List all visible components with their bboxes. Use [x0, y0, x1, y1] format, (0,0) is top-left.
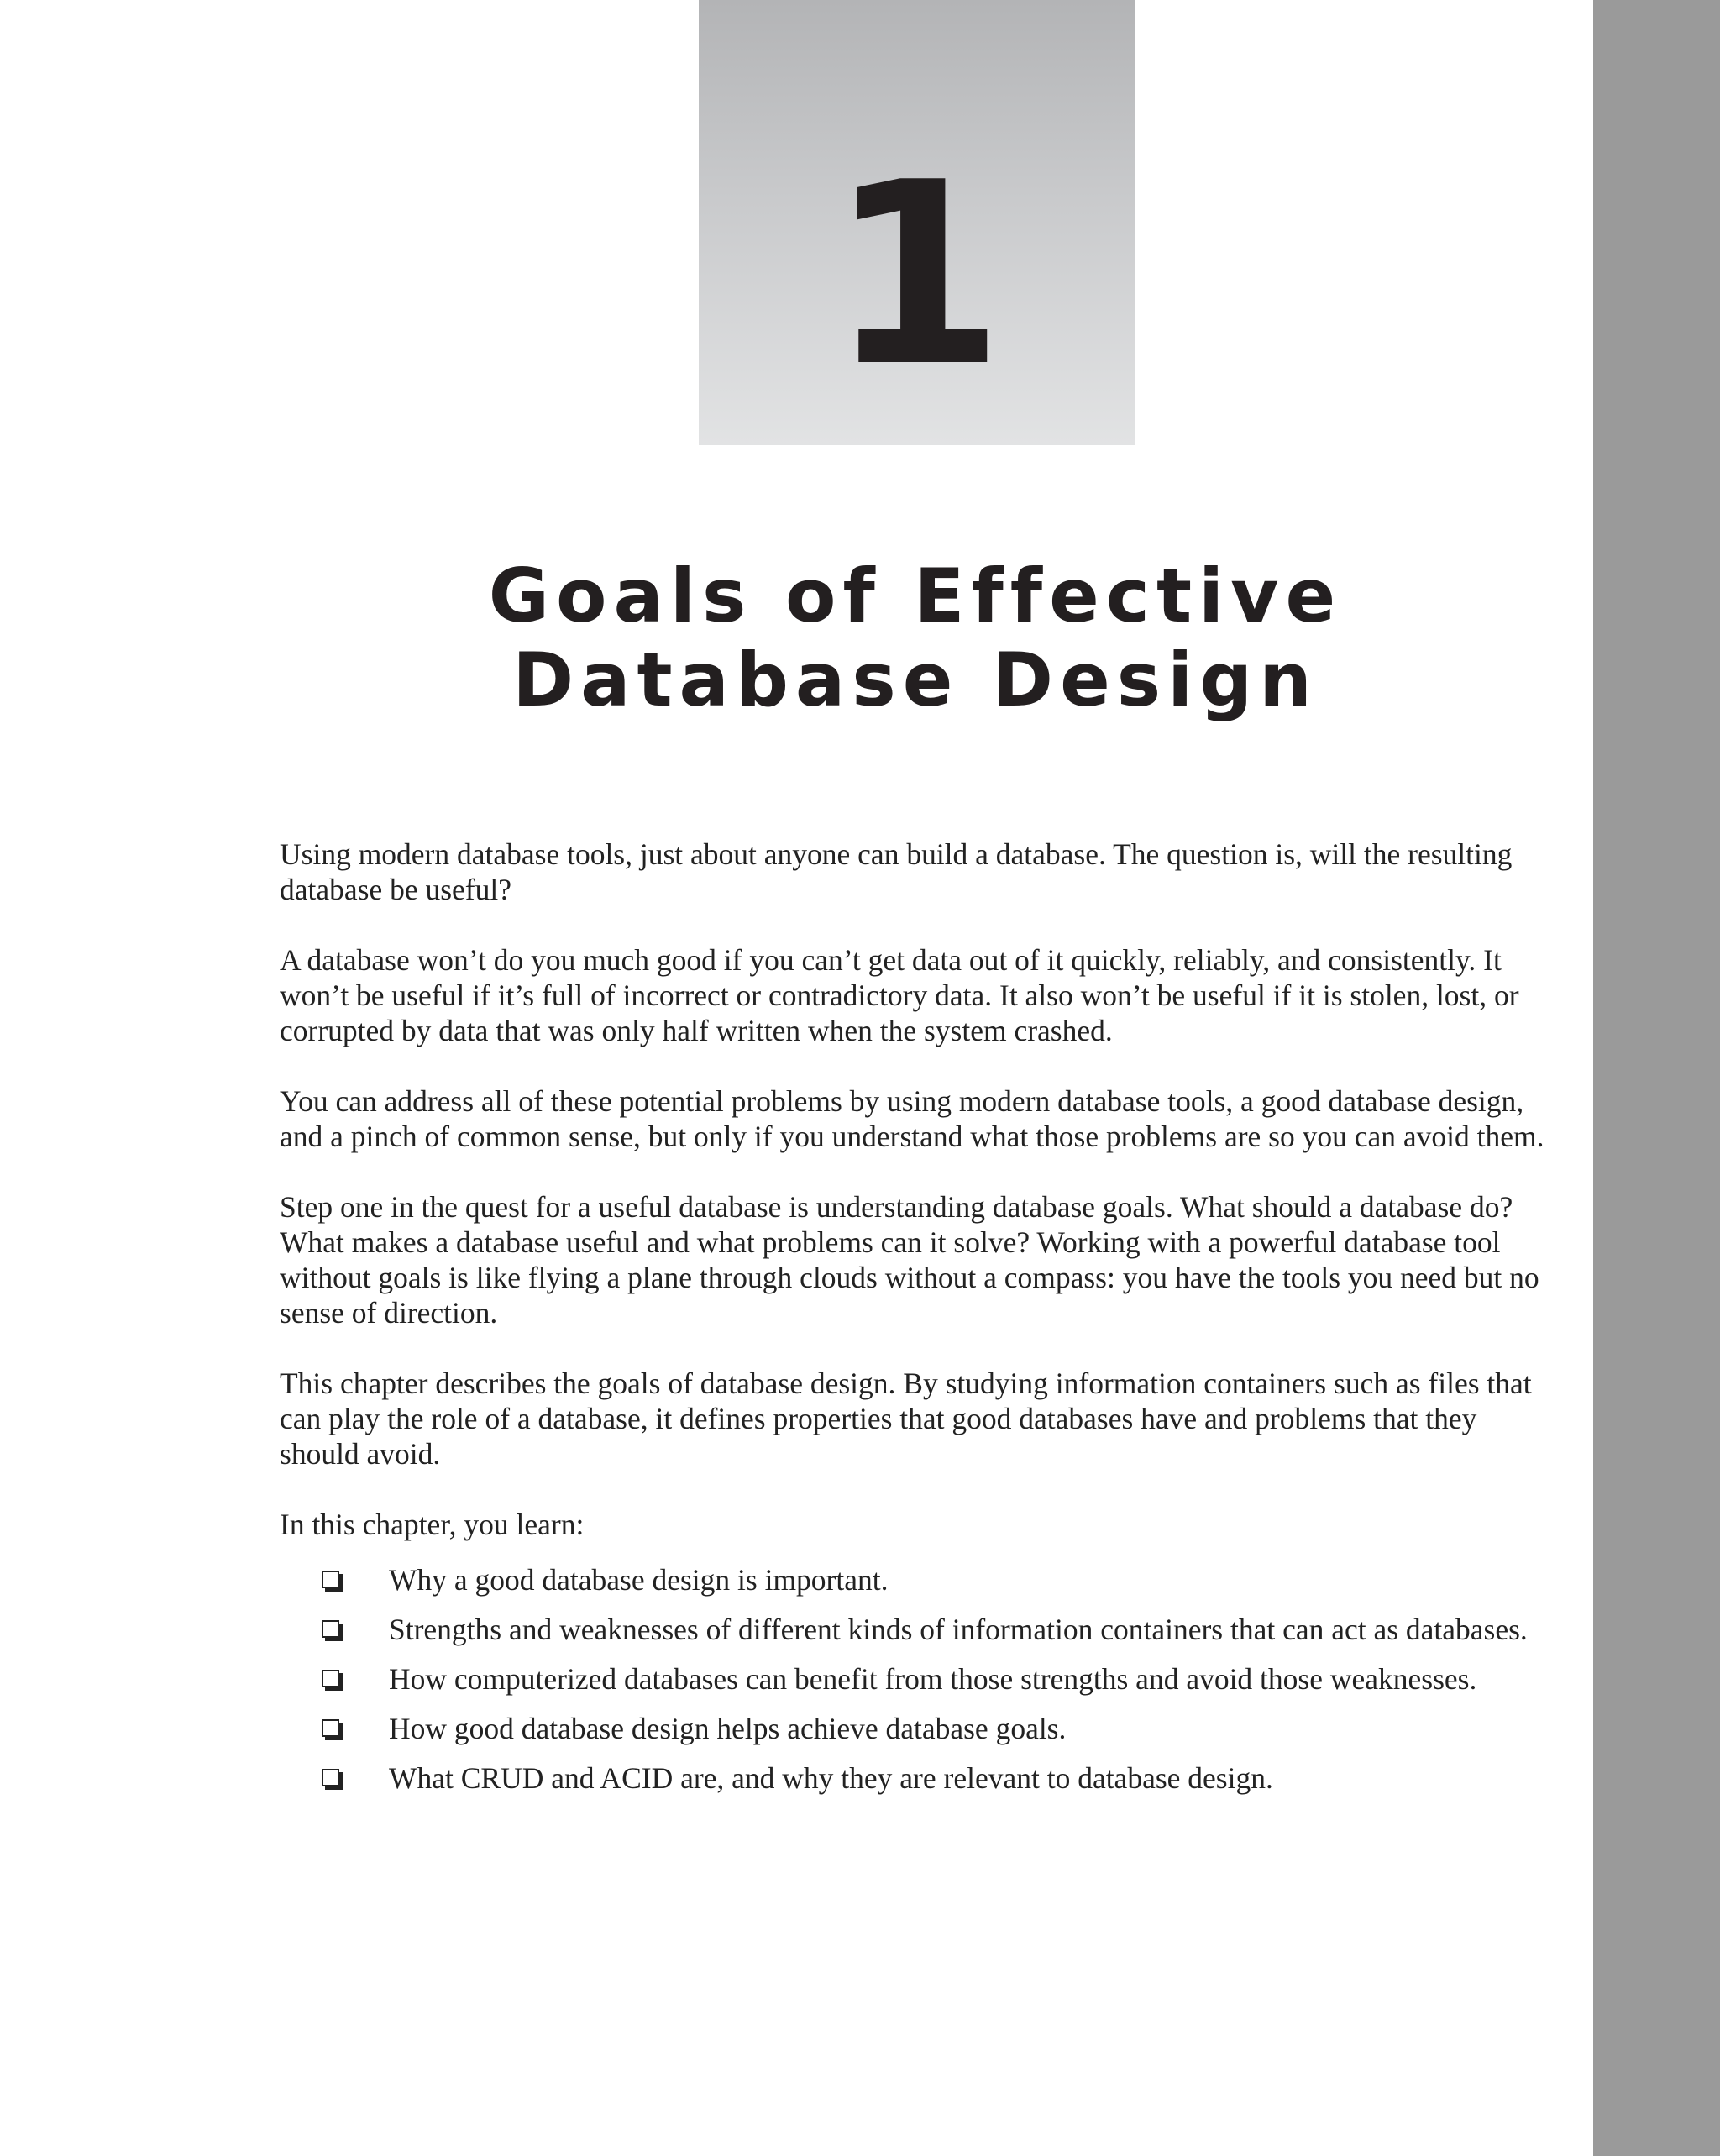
list-item — [280, 1711, 1560, 1746]
intro-paragraph-1: Using modern database tools, just about anyone can build a database. The question is, will the resulting database be useful? — [280, 837, 1513, 906]
check-box-icon — [322, 1571, 339, 1588]
list-item — [280, 1661, 1560, 1697]
check-box-icon — [322, 1670, 339, 1687]
chapter-number: 1 — [829, 129, 1004, 422]
side-tab-bar — [1593, 0, 1720, 2156]
list-item — [280, 1562, 1560, 1597]
list-item-text: How computerized databases can benefit from those strengths and avoid those weaknesses. — [389, 1662, 1477, 1696]
chapter-number-box — [699, 0, 1135, 445]
intro-paragraph-2: A database won’t do you much good if you can’t get data out of it quickly, reliably, and consistently. It won’t be useful if it’s full of incorrect or contradictory data. It also won’t be useful if it is stolen, lost, or corrupted by data that was only half written when the system crashed. — [280, 943, 1519, 1047]
chapter-title-line-1: Goals of Effective — [488, 553, 1343, 639]
list-item-text: Strengths and weaknesses of different kinds of information containers that can act as databases. — [389, 1613, 1528, 1646]
check-box-icon — [322, 1719, 339, 1737]
list-item-text: What CRUD and ACID are, and why they are relevant to database design. — [389, 1761, 1273, 1795]
intro-paragraph-3: You can address all of these potential problems by using modern database tools, a good database design, and a pinch of common sense, but only if you understand what those problems are so you can avoid them. — [280, 1084, 1544, 1153]
learning-goals-list — [280, 1562, 1560, 1796]
chapter-title-line-2: Database Design — [512, 637, 1319, 723]
list-item — [280, 1612, 1560, 1647]
check-box-icon — [322, 1620, 339, 1638]
chapter-title — [437, 554, 1394, 722]
list-item-text: Why a good database design is important. — [389, 1563, 889, 1597]
check-box-icon — [322, 1769, 339, 1786]
list-item-text: How good database design helps achieve database goals. — [389, 1712, 1067, 1745]
chapter-intro — [280, 837, 1560, 1810]
intro-paragraph-5: This chapter describes the goals of database design. By studying information containers such as files that can play the role of a database, it defines properties that good databases have and problems that they should avoid. — [280, 1367, 1532, 1471]
intro-paragraph-4: Step one in the quest for a useful database is understanding database goals. What should a database do? What makes a database useful and what problems can it solve? Working with a powerful database tool without goals is like flying a plane through clouds without a compass: you have the tools you need but no sense of direction. — [280, 1190, 1539, 1330]
learn-intro-text: In this chapter, you learn: — [280, 1508, 585, 1541]
list-item — [280, 1760, 1560, 1796]
